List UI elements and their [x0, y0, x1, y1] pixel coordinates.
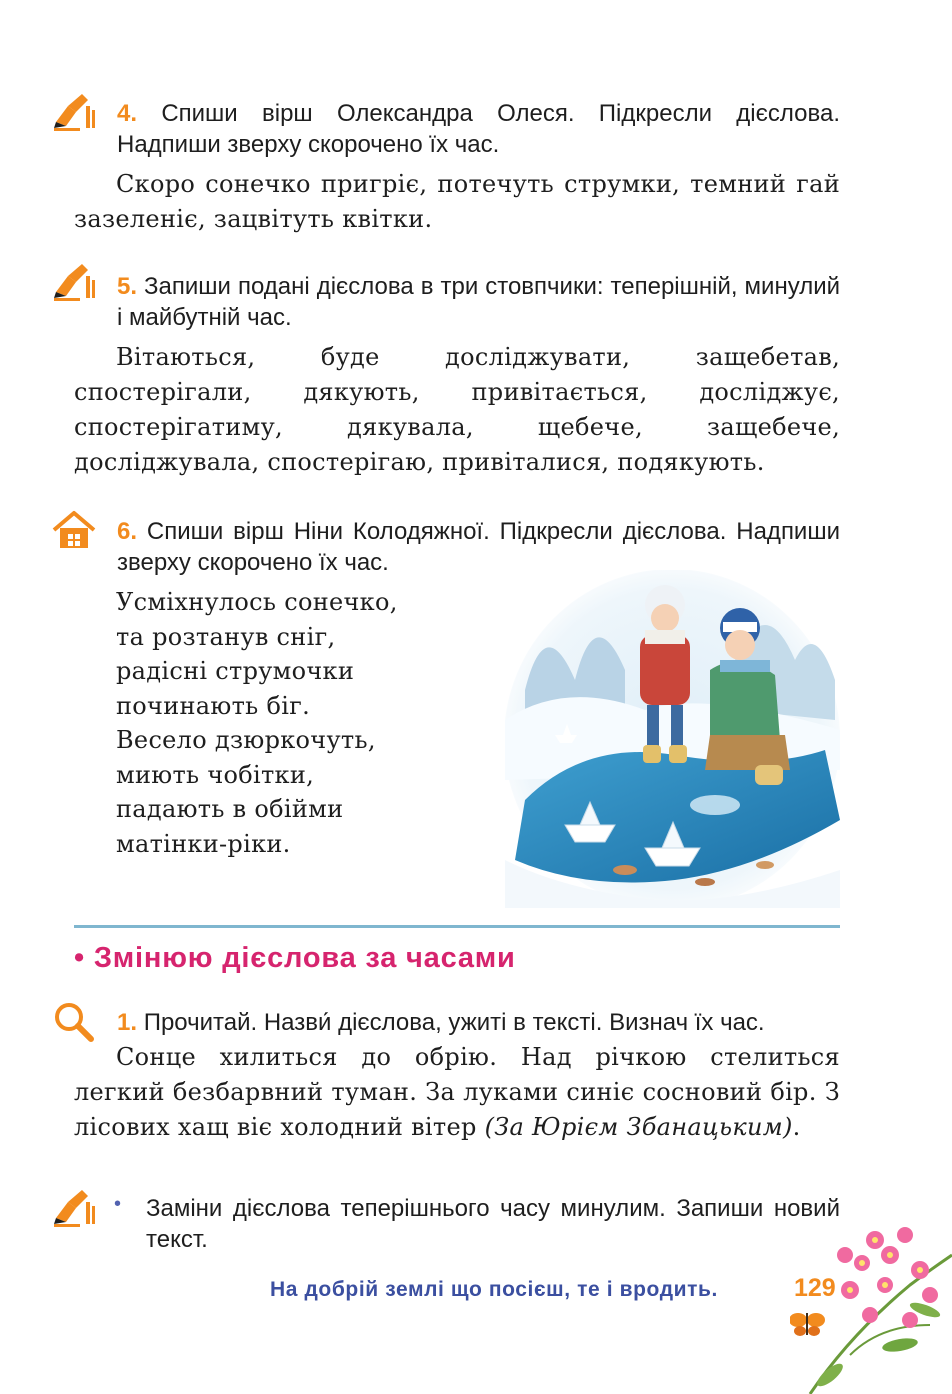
- poem-line: матінки-ріки.: [116, 829, 291, 858]
- poem-line: Усміхнулось сонечко,: [116, 588, 398, 616]
- poem-line: Весело дзюркочуть,: [116, 726, 376, 754]
- page-number: 129: [794, 1274, 836, 1302]
- pencil-hand-icon: [52, 1188, 96, 1228]
- task-5-verbs: Вітаються, буде досліджувати, защебетав, спостерігали, дякують, привітається, досліджує, спостерігатиму, дякувала, щебече, защебече, досліджувала, спостерігаю, привіталися, подякують.: [74, 343, 840, 476]
- poem-line: починають біг.: [116, 691, 311, 720]
- task-number: 5.: [117, 273, 138, 300]
- task-4-poem: Скоро сонечко пригріє, потечуть струмки, темний гай зазеленіє, зацвітуть квітки.: [74, 170, 840, 233]
- task-1-text: [74, 1040, 840, 1145]
- source-attribution: (За Юрієм Збанацьким): [484, 1113, 793, 1141]
- task-number: 1.: [117, 1009, 138, 1036]
- section-divider: [74, 925, 840, 928]
- magnifier-icon: [52, 1000, 96, 1044]
- instruction-text: Прочитай. Назви́ дієслова, ужиті в тексті. Визнач їх час.: [143, 1009, 765, 1036]
- task-number: 4.: [117, 100, 138, 127]
- task-6-instruction: [117, 516, 840, 578]
- subtask-bullet: •: [114, 1193, 122, 1215]
- task-1-instruction: [117, 1007, 840, 1038]
- subtask-text: Заміни дієслова теперішнього часу минулим. Запиши новий текст.: [146, 1195, 840, 1253]
- house-icon: [52, 510, 96, 550]
- section-title: [74, 942, 516, 975]
- flowers-decoration: [790, 1215, 952, 1394]
- poem-line: радісні струмочки: [116, 657, 355, 685]
- poem-line: падають в обійми: [116, 795, 344, 823]
- instruction-text: Запиши подані дієслова в три стовпчики: теперішній, минулий і майбутній час.: [117, 273, 841, 331]
- pencil-hand-icon: [52, 262, 96, 302]
- section-bullet: •: [74, 942, 85, 974]
- section-title-text: Змінюю дієслова за часами: [93, 942, 516, 974]
- task-6-poem: [116, 585, 476, 861]
- task-number: 6.: [117, 518, 138, 545]
- instruction-text: Спиши вірш Олександра Олеся. Підкресли дієслова. Надпиши зверху скорочено їх час.: [117, 100, 840, 158]
- pencil-hand-icon: [52, 92, 96, 132]
- poem-line: миють чобітки,: [116, 760, 315, 789]
- task-5-instruction: [117, 271, 840, 333]
- paragraph-text: Сонце хилиться до обрію. Над річкою стелиться легкий безбарвний туман. За луками синіє сосновий бір. З лісових хащ віє холодний вітер: [74, 1043, 840, 1141]
- paragraph-end: .: [792, 1113, 801, 1141]
- task-4-instruction: [117, 98, 840, 160]
- instruction-text: Спиши вірш Ніни Колодяжної. Підкресли дієслова. Надпиши зверху скорочено їх час.: [117, 518, 841, 576]
- children-paper-boats-illustration: [505, 570, 840, 908]
- footer-proverb: На добрій землі що посієш, те і вродить.: [270, 1278, 718, 1301]
- poem-line: та розтанув сніг,: [116, 622, 336, 651]
